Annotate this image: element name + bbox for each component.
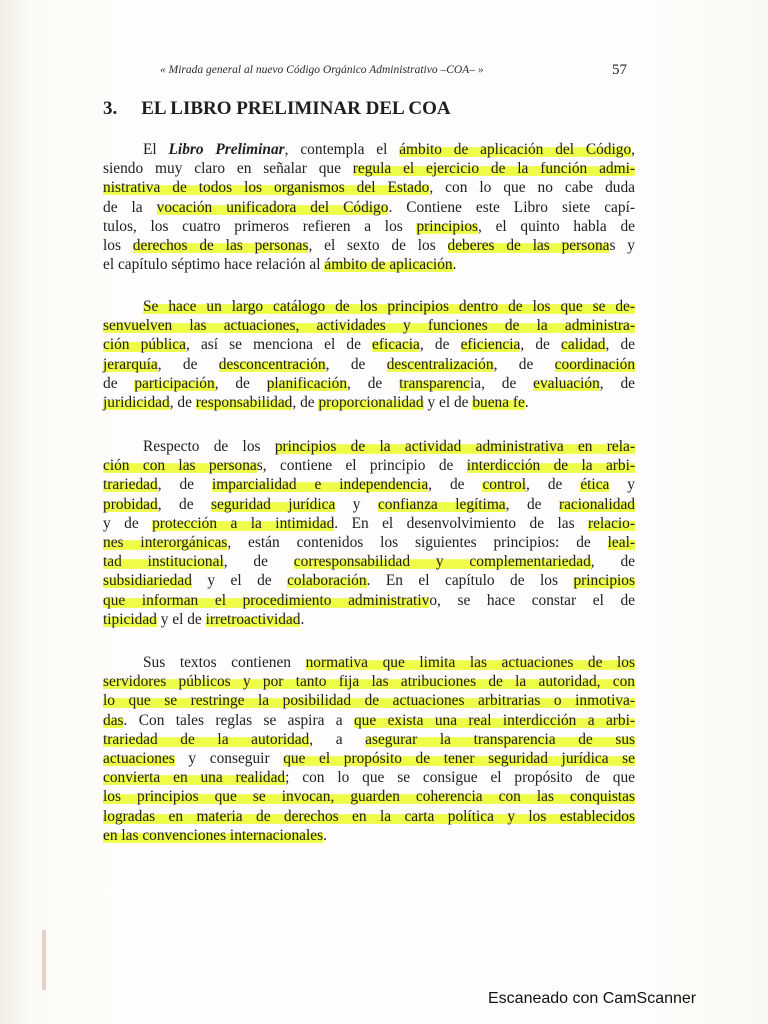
text-line [103,437,635,456]
text-line [103,653,635,672]
text-line [103,198,635,217]
text-line [103,236,635,255]
paragraph-2 [103,297,635,412]
text-segment: , de [590,553,635,571]
text-line [103,552,635,571]
highlighted-text: trariedad de la autoridad [103,730,310,748]
text-segment: . [323,826,327,844]
text-line [103,730,635,749]
text-segment: Libro Preliminar [168,141,285,158]
text-segment: Respecto de los [143,438,275,455]
highlighted-text: relacio- [588,514,635,532]
text-segment: o, se hace constar el de [429,591,635,609]
text-line [103,475,635,494]
text-segment: . [524,393,529,411]
text-line [103,533,635,552]
text-segment: , a [309,730,366,748]
text-line [103,514,635,533]
text-segment: y de [103,514,153,532]
text-segment: , [631,141,636,158]
highlighted-text: calidad [561,336,606,354]
text-segment: tulos, los cuatro primeros refieren a los [103,217,417,235]
edge-mark [42,930,46,990]
highlighted-text: actuaciones [103,749,175,767]
text-line [103,749,635,768]
text-segment: ia, de [470,374,534,392]
paragraph-1 [103,140,635,274]
text-segment: Sus textos contienen [143,654,306,671]
highlighted-text: derechos de las personas [132,236,309,254]
text-segment: de la [103,198,157,216]
text-segment: . Con tales reglas se aspira a [123,711,354,729]
text-segment: , así se menciona el de [185,336,373,354]
text-segment: . Contiene este Libro siete capí- [388,198,635,216]
text-line [103,140,635,159]
section-number: 3. [103,98,118,119]
text-segment: y el de [156,610,206,628]
text-line [103,711,635,730]
highlighted-text: eficiencia [460,336,521,354]
text-segment: , de [347,374,400,392]
text-segment: los [103,236,133,254]
text-segment: , de [605,336,636,354]
highlighted-text: planificación [266,374,348,392]
text-line [103,217,635,236]
highlighted-text: control [482,476,527,494]
highlighted-text: probidad [103,495,158,513]
highlighted-text: Se hace un largo catálogo de los principios dentro de los que se de- [143,298,635,315]
highlighted-text: principios de la actividad administrativa en rela- [274,438,635,455]
text-segment: , de [325,355,387,373]
paragraph-4 [103,653,635,845]
text-segment: y el de [191,572,288,590]
text-segment: , de [157,355,219,373]
highlighted-text: servidores públicos y por tanto fija las atribuciones de la autoridad, con [103,673,635,691]
text-segment: El [143,141,169,158]
highlighted-text: deberes de las persona [447,236,610,254]
text-line [103,255,635,274]
highlighted-text: colaboración [287,572,367,590]
running-header-title: « Mirada general al nuevo Código Orgánico Administrativo –COA– » [160,64,484,76]
highlighted-text: lo que se restringe la posibilidad de actuaciones arbitrarias o inmotiva- [103,692,635,710]
text-segment: , de [169,393,196,411]
highlighted-text: tipicidad [103,610,157,628]
highlighted-text: en las convenciones internacionales [103,826,324,844]
text-segment: de [103,374,135,392]
paragraph-3 [103,437,635,629]
highlighted-text: juridicidad [103,393,170,411]
text-segment: , el sexto de los [308,236,448,254]
text-line [103,571,635,590]
text-line [103,335,635,354]
text-segment: , de [223,553,294,571]
text-segment: ; con lo que se consigue el propósito de que [285,769,635,787]
text-segment: s y [609,236,635,254]
text-segment: . En el desenvolvimiento de las [334,514,588,532]
text-segment: , están contenidos los siguientes principios: de [227,533,608,551]
section-title: EL LIBRO PRELIMINAR DEL COA [141,98,451,119]
text-segment: , de [493,355,555,373]
text-segment: , de [428,476,483,494]
text-segment: , de [599,374,635,392]
text-segment: , con lo que no cabe duda [429,179,635,197]
highlighted-text: regula el ejercicio de la función admi- [352,160,636,178]
highlighted-text: asegurar la transparencia de sus [365,730,636,748]
text-segment: , de [292,393,319,411]
text-segment: , de [520,336,562,354]
highlighted-text: irretroactividad [205,610,301,628]
text-line [103,591,635,610]
highlighted-text: seguridad jurídica [211,495,336,513]
highlighted-text: jerarquía [103,355,158,373]
text-line [103,456,635,475]
highlighted-text: los principios que se invocan, guarden coherencia con las conquistas [103,788,635,806]
highlighted-text: ámbito de aplicación [324,256,453,274]
highlighted-text: participación [134,374,215,392]
highlighted-text: transparenc [399,374,470,392]
text-line [103,316,635,335]
text-line [103,297,635,316]
highlighted-text: descentralización [386,355,494,373]
highlighted-text: das [103,711,124,729]
text-segment: el capítulo séptimo hace relación al [103,256,325,274]
highlighted-text: nes interorgánicas [103,533,228,551]
highlighted-text: proporcionalidad [318,393,424,411]
highlighted-text: ética [580,476,610,494]
text-line [103,393,635,412]
text-segment: siendo muy claro en señalar que [103,160,353,178]
text-line [103,768,635,787]
text-line [103,374,635,393]
text-segment: y conseguir [174,749,284,767]
highlighted-text: evaluación [533,374,600,392]
text-line [103,672,635,691]
highlighted-text: eficacia [372,336,420,354]
highlighted-text: ción pública [103,336,186,354]
highlighted-text: coordinación [554,355,636,373]
camscanner-watermark: Escaneado con CamScanner [488,990,697,1007]
text-line [103,178,635,197]
section-heading [103,98,451,120]
highlighted-text: interdicción de la arbi- [466,457,636,475]
highlighted-text: protección a la intimidad [152,514,335,532]
highlighted-text: desconcentración [218,355,326,373]
highlighted-text: leal- [607,533,635,551]
highlighted-text: vocación unificadora del Código [156,198,389,216]
text-segment: , contempla el [284,141,400,158]
highlighted-text: responsabilidad [195,393,293,411]
text-line [103,159,635,178]
text-segment: y [609,476,635,494]
text-segment: , de [419,336,461,354]
page-number: 57 [612,62,627,78]
highlighted-text: imparcialidad e independencia [211,476,429,494]
text-segment: . [300,610,305,628]
highlighted-text: logradas en materia de derechos en la carta política y los establecidos [103,807,635,825]
highlighted-text: corresponsabilidad y complementariedad [293,553,591,571]
highlighted-text: ción con las persona [103,457,257,475]
highlighted-text: convierta en una realidad [103,769,286,787]
highlighted-text: principios [416,217,479,235]
text-line [103,610,635,629]
highlighted-text: principios [573,572,635,590]
highlighted-text: ámbito de aplicación del Código [399,141,632,158]
highlighted-text: que el propósito de tener seguridad jurídica se [283,749,635,767]
highlighted-text: buena fe [472,393,525,411]
text-segment: , de [214,374,267,392]
highlighted-text: que exista una real interdicción a arbi- [353,711,635,729]
text-segment: y el de [423,393,473,411]
text-segment: y [335,495,378,513]
text-line [103,355,635,374]
text-line [103,691,635,710]
text-line [103,787,635,806]
text-segment: , de [157,495,212,513]
text-segment: , de [505,495,559,513]
highlighted-text: confianza legítima [377,495,506,513]
text-segment: s, contiene el principio de [256,457,467,475]
text-line [103,495,635,514]
text-segment: , el quinto habla de [478,217,635,235]
text-segment: . En el capítulo de los [366,572,574,590]
highlighted-text: que informan el procedimiento administrativ [103,591,430,609]
text-segment: . [452,256,457,274]
highlighted-text: trariedad [103,476,158,494]
highlighted-text: racionalidad [558,495,635,513]
text-segment: , de [157,476,212,494]
highlighted-text: subsidiariedad [103,572,192,590]
text-line [103,807,635,826]
highlighted-text: tad institucional [103,553,224,571]
text-segment: , de [526,476,581,494]
highlighted-text: normativa que limita las actuaciones de los [305,654,635,671]
text-line [103,826,635,845]
highlighted-text: senvuelven las actuaciones, actividades y funciones de la administra- [103,317,635,335]
highlighted-text: nistrativa de todos los organismos del Estado [103,179,430,197]
